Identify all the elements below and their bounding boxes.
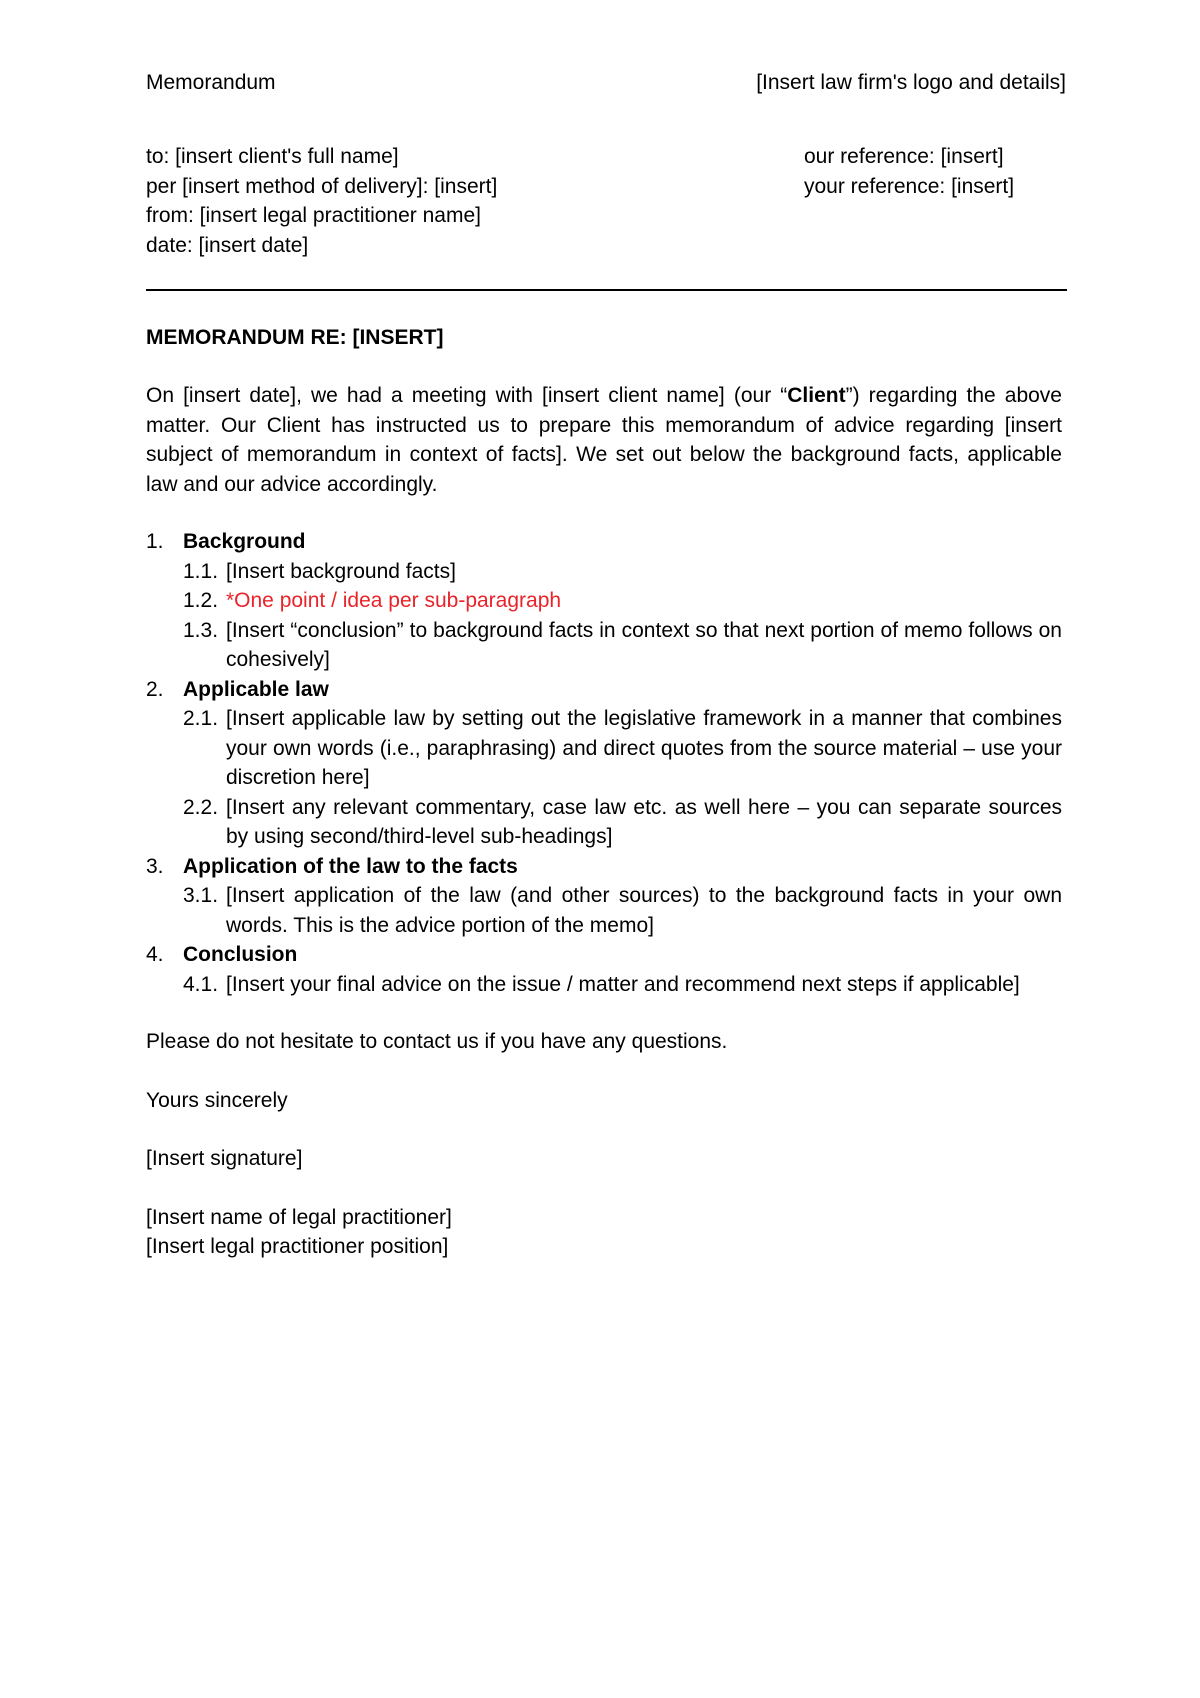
sign-off: Yours sincerely — [146, 1088, 288, 1112]
header-divider — [146, 289, 1067, 291]
section-heading — [146, 940, 1062, 970]
memo-title: MEMORANDUM RE: [INSERT] — [146, 326, 444, 349]
sub-paragraph — [183, 616, 1062, 675]
section-heading — [146, 527, 1062, 557]
contact-line: Please do not hesitate to contact us if you have any questions. — [146, 1030, 728, 1053]
sub-paragraph — [183, 881, 1062, 940]
sub-paragraph-number: 4.1. — [183, 972, 219, 996]
closing-block — [146, 1027, 1066, 1262]
meta-references — [804, 142, 1066, 260]
memorandum-page — [146, 68, 1066, 1262]
section-number: 3. — [146, 854, 164, 878]
practitioner-position: [Insert legal practitioner position] — [146, 1235, 449, 1258]
sub-paragraph-number: 1.3. — [183, 618, 219, 642]
sub-paragraph-text: [Insert application of the law (and other sources) to the background facts in your own words. This is the advice portion of the memo] — [226, 884, 1062, 937]
sub-paragraph-number: 2.2. — [183, 795, 219, 819]
memo-outline — [146, 527, 1062, 999]
meta-to: to: [insert client's full name] — [146, 145, 399, 168]
section-title: Application of the law to the facts — [183, 854, 518, 878]
sub-paragraph-number: 3.1. — [183, 884, 219, 907]
page-header — [146, 68, 1066, 98]
meta-from: from: [insert legal practitioner name] — [146, 204, 481, 227]
sub-paragraph — [183, 793, 1062, 852]
sub-paragraph-number: 1.2. — [183, 589, 219, 612]
sub-paragraph-number: 1.1. — [183, 559, 219, 583]
section-heading — [146, 852, 1062, 882]
sub-paragraph-text: [Insert background facts] — [226, 559, 456, 583]
section-title: Applicable law — [183, 677, 329, 701]
sub-paragraph — [183, 557, 1062, 587]
document-type: Memorandum — [146, 71, 276, 94]
sub-paragraph — [183, 586, 1062, 616]
section-number: 1. — [146, 530, 164, 553]
sub-paragraph-number: 2.1. — [183, 707, 219, 730]
intro-paragraph — [146, 381, 1062, 499]
section-heading — [146, 675, 1062, 705]
intro-defined-term: Client — [787, 384, 846, 407]
our-reference: our reference: [insert] — [804, 145, 1004, 168]
meta-recipients — [146, 142, 786, 260]
sub-paragraph-note: *One point / idea per sub-paragraph — [226, 589, 562, 612]
memo-meta — [146, 142, 1066, 260]
meta-date: date: [insert date] — [146, 233, 309, 257]
section-number: 2. — [146, 677, 164, 701]
intro-text-start: On [insert date], we had a meeting with [insert client name] (our “ — [146, 384, 788, 407]
sub-paragraph-text: [Insert applicable law by setting out the legislative framework in a manner that combines your own words (i.e., paraphrasing) and direct quotes from the source material – use your discretion here] — [226, 707, 1062, 789]
section-number: 4. — [146, 943, 164, 966]
firm-placeholder: [Insert law firm's logo and details] — [756, 71, 1066, 94]
sub-paragraph-text: [Insert any relevant commentary, case law etc. as well here – you can separate sources by using second/third-level sub-headings] — [226, 795, 1062, 848]
sub-paragraph-text: [Insert “conclusion” to background facts in context so that next portion of memo follows on cohesively] — [226, 618, 1062, 671]
sub-paragraph — [183, 970, 1062, 1000]
section-title: Background — [183, 530, 306, 553]
your-reference: your reference: [insert] — [804, 174, 1015, 198]
sub-paragraph-text: [Insert your final advice on the issue / matter and recommend next steps if applicable] — [226, 972, 1020, 996]
section-title: Conclusion — [183, 943, 298, 966]
signature-placeholder: [Insert signature] — [146, 1147, 303, 1170]
practitioner-name: [Insert name of legal practitioner] — [146, 1205, 452, 1229]
intro-text-end: ”) regarding the above matter. Our Client has instructed us to prepare this memorandum of advice regarding [insert subject of memorandum in context of facts]. We set out below the background facts, applicable law and our advice accordingly. — [146, 384, 1062, 496]
sub-paragraph — [183, 704, 1062, 793]
meta-per: per [insert method of delivery]: [insert] — [146, 174, 498, 198]
